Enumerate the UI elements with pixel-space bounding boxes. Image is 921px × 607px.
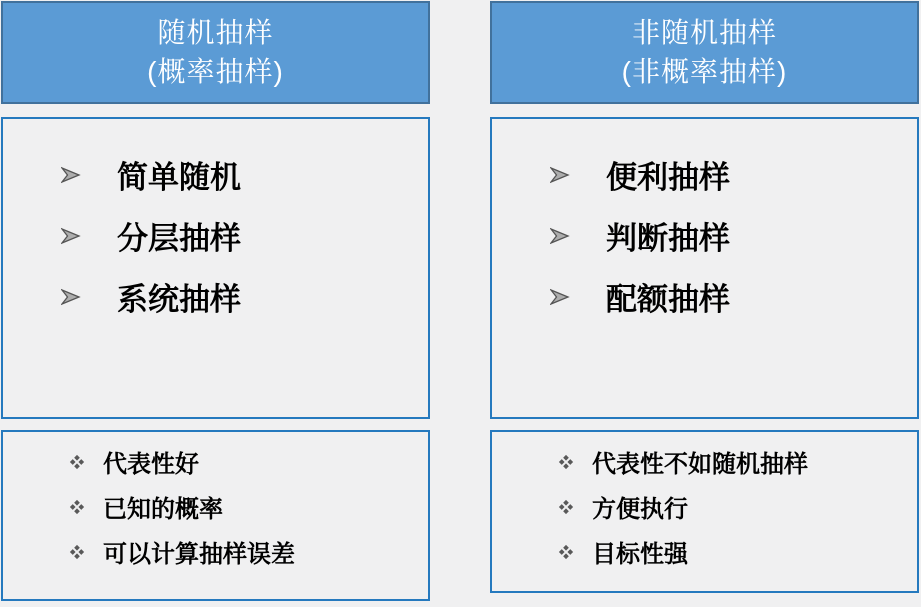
nonrandom-features-box	[490, 430, 919, 593]
features-list	[3, 432, 428, 574]
header-title: 非随机抽样	[631, 17, 777, 48]
list-item	[550, 144, 917, 205]
list-item	[69, 529, 428, 574]
feature-label: 已知的概率	[103, 496, 223, 523]
feature-label: 目标性强	[592, 541, 688, 568]
list-item	[61, 205, 428, 266]
four-diamond-bullet-icon	[69, 454, 85, 470]
feature-label: 代表性好	[103, 451, 199, 478]
method-label: 便利抽样	[606, 160, 730, 195]
random-methods-box	[1, 117, 430, 419]
four-diamond-bullet-icon	[69, 499, 85, 515]
random-features-box	[1, 430, 430, 601]
features-list	[492, 432, 917, 574]
random-sampling-header	[1, 1, 430, 104]
header-title: 随机抽样	[157, 17, 274, 48]
list-item	[558, 484, 917, 529]
four-diamond-bullet-icon	[558, 544, 574, 560]
four-diamond-bullet-icon	[558, 499, 574, 515]
arrowhead-bullet-icon	[550, 287, 570, 307]
arrowhead-bullet-icon	[61, 287, 81, 307]
arrowhead-bullet-icon	[61, 165, 81, 185]
feature-label: 可以计算抽样误差	[103, 541, 295, 568]
nonrandom-methods-box	[490, 117, 919, 419]
list-item	[550, 266, 917, 327]
arrowhead-bullet-icon	[550, 165, 570, 185]
arrowhead-bullet-icon	[550, 226, 570, 246]
method-label: 判断抽样	[606, 221, 730, 256]
feature-label: 方便执行	[592, 496, 688, 523]
column-random-sampling	[1, 0, 430, 607]
nonrandom-sampling-header	[490, 1, 919, 104]
method-label: 配额抽样	[606, 282, 730, 317]
method-label: 简单随机	[117, 160, 241, 195]
list-item	[61, 266, 428, 327]
four-diamond-bullet-icon	[69, 544, 85, 560]
feature-label: 代表性不如随机抽样	[592, 451, 808, 478]
method-label: 分层抽样	[117, 221, 241, 256]
four-diamond-bullet-icon	[558, 454, 574, 470]
method-label: 系统抽样	[117, 282, 241, 317]
methods-list	[3, 119, 428, 327]
header-subtitle: (概率抽样)	[147, 56, 284, 87]
list-item	[558, 529, 917, 574]
methods-list	[492, 119, 917, 327]
list-item	[61, 144, 428, 205]
list-item	[550, 205, 917, 266]
arrowhead-bullet-icon	[61, 226, 81, 246]
column-nonrandom-sampling	[490, 0, 919, 607]
list-item	[558, 439, 917, 484]
list-item	[69, 439, 428, 484]
header-subtitle: (非概率抽样)	[621, 56, 788, 87]
list-item	[69, 484, 428, 529]
